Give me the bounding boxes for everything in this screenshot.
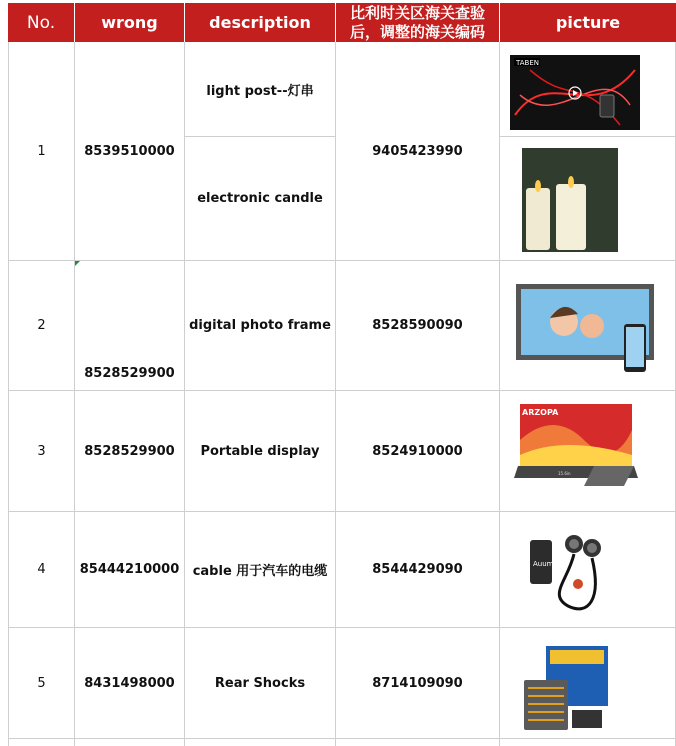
description: digital photo frame [189,318,331,333]
light-string-image [510,55,640,130]
light-string-picture [510,55,640,130]
grid-line [499,136,676,137]
wrong-code: 8528529900 [84,365,175,381]
candle-image [522,148,618,252]
adjusted-code: 8714109090 [372,675,463,691]
adjusted-code: 8524910000 [372,443,463,459]
grid-line [499,42,500,746]
wrong-code: 8528529900 [84,443,175,459]
row-number: 1 [37,144,46,159]
row-number: 3 [37,443,46,459]
grid-line [8,738,676,739]
photo-frame-picture [514,280,656,376]
ev-cable-image [528,520,608,620]
rear-shocks-image [520,640,616,734]
cell-comment-marker [75,261,80,266]
row-number: 4 [37,562,46,577]
adjusted-code: 8528590090 [372,318,463,333]
adjusted-code: 9405423990 [372,144,463,159]
ev-cable-picture [528,520,608,620]
description: light post--灯串 [206,84,314,99]
header-adjusted-code: 比利时关区海关查验后，调整的海关编码 [336,3,499,42]
brand-label: Auum [533,560,554,568]
row-number: 2 [37,318,46,333]
description: Rear Shocks [214,675,306,691]
wrong-code: 8539510000 [84,144,175,159]
wrong-code: 85444210000 [79,562,180,577]
header-wrong: wrong [75,3,184,42]
header-no: No. [8,3,74,42]
row-number: 5 [37,675,46,691]
header-picture: picture [500,3,676,42]
photo-frame-image [514,280,656,376]
candle-picture [522,148,618,252]
description: cable 用于汽车的电缆 [192,564,328,579]
description: electronic candle [197,191,323,206]
description: Portable display [200,443,320,459]
adjusted-code: 8544429090 [372,562,463,577]
brand-label: ARZOPA [522,408,559,417]
wrong-code: 8431498000 [84,675,175,691]
brand-label: TABEN [516,59,539,67]
model-label: 15.6in [558,471,571,476]
portable-display-picture [514,400,640,488]
rear-shocks-picture [520,640,616,734]
portable-display-image [514,400,640,488]
header-description: description [185,3,335,42]
